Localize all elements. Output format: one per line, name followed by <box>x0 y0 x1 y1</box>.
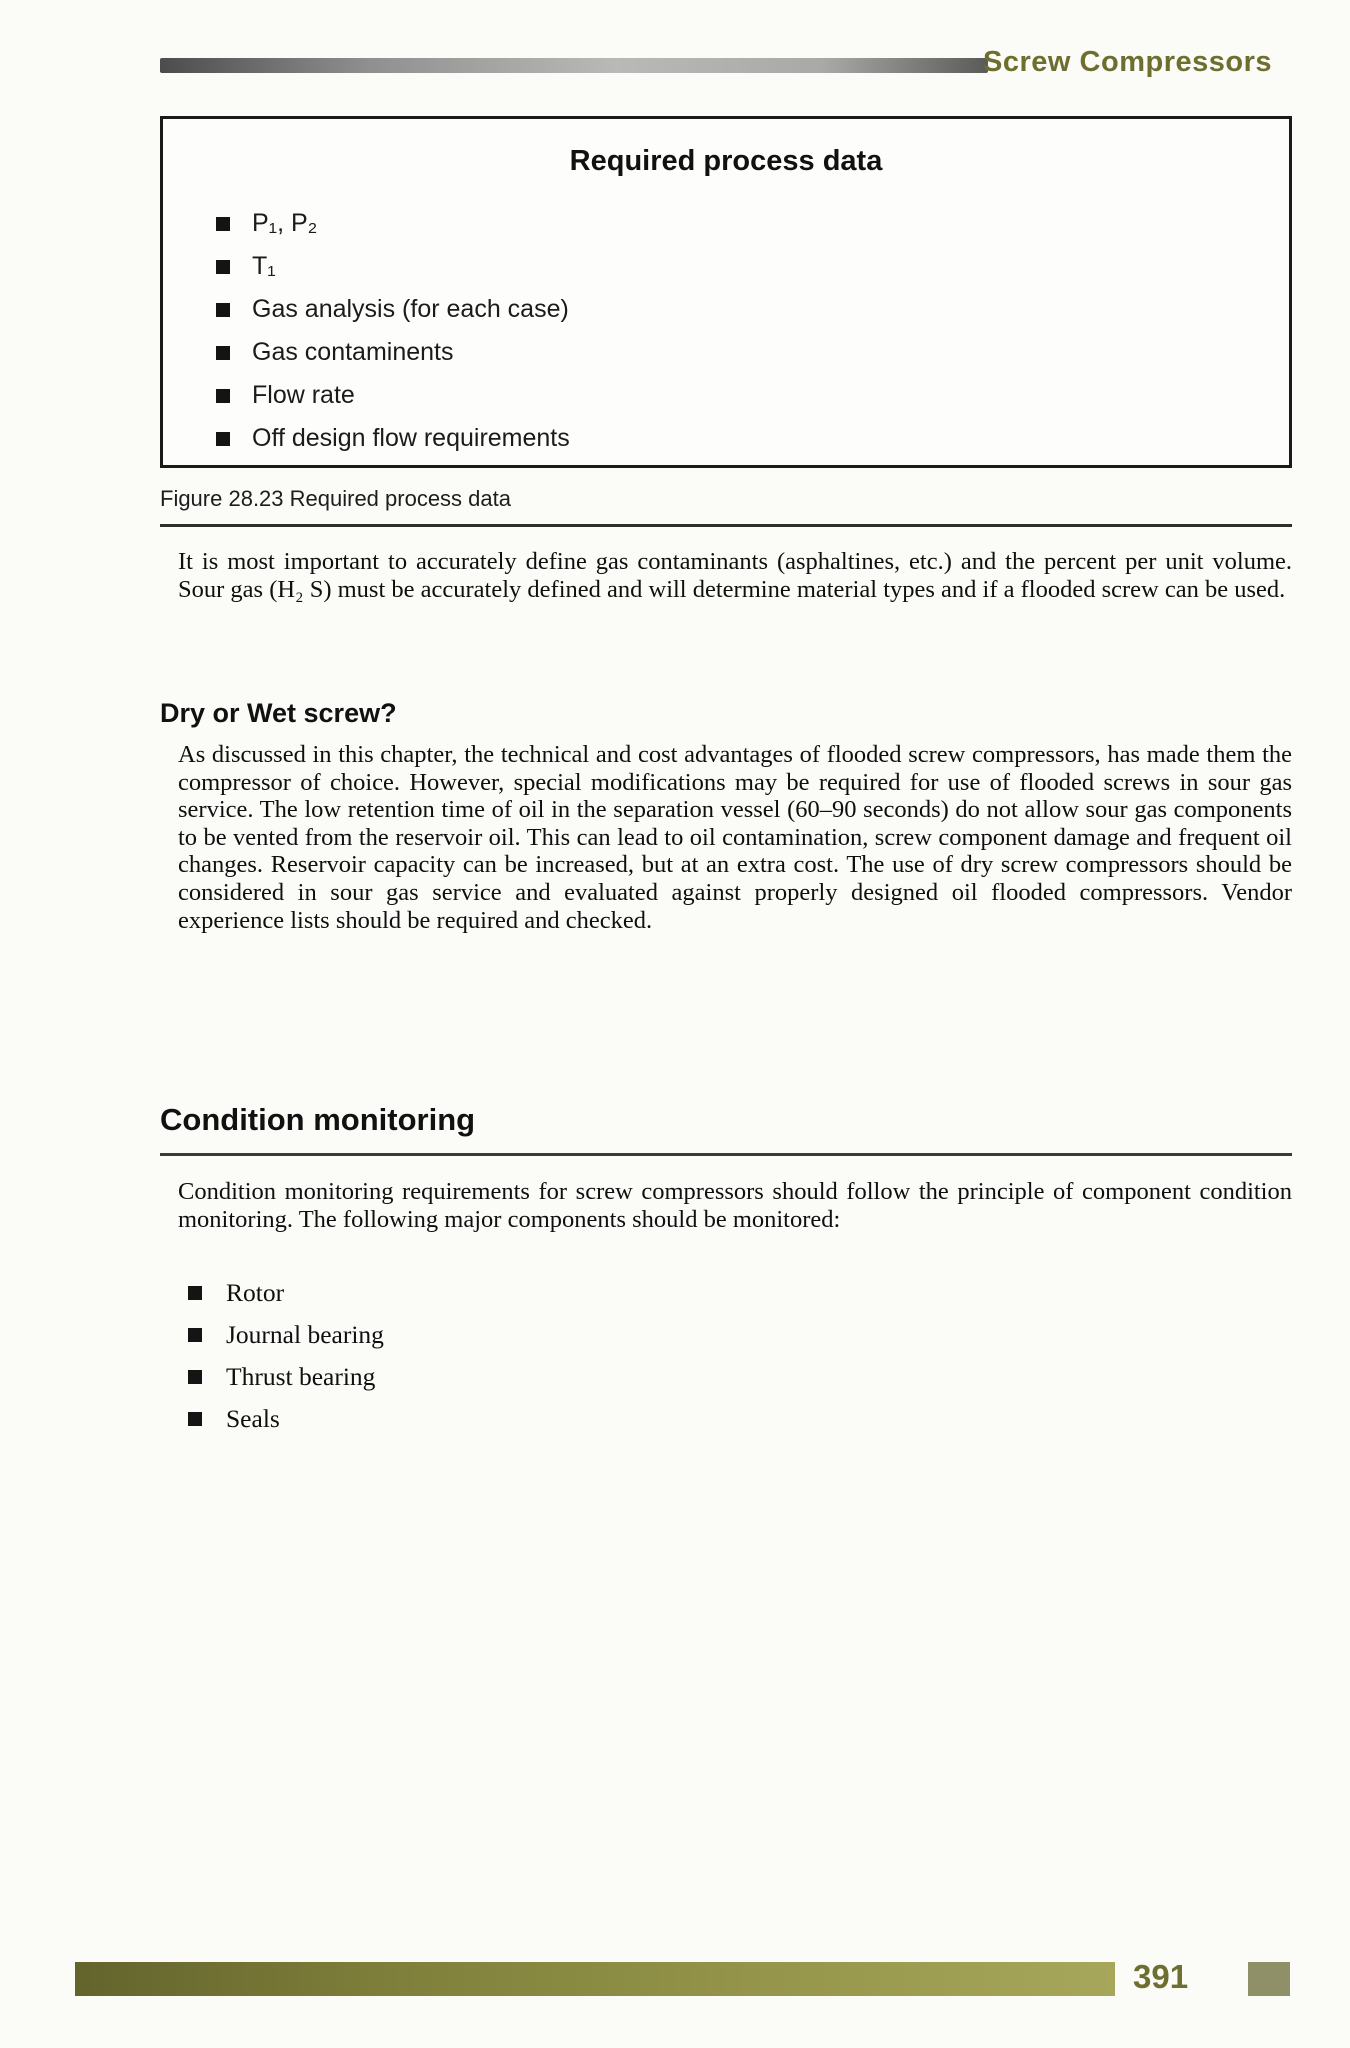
component-list-item-label: Thrust bearing <box>226 1362 376 1391</box>
bullet-square-icon <box>216 432 230 446</box>
bullet-square-icon <box>188 1286 202 1300</box>
component-list-item <box>188 1272 384 1314</box>
header-rule <box>160 58 988 73</box>
paragraph-intro: It is most important to accurately define gas contaminants (asphaltines, etc.) and the percent per unit volume. Sour gas (H₂ S) must be accurately defined and will determine material types and if a flooded screw can be used. <box>178 548 1292 603</box>
paragraph-dry-wet: As discussed in this chapter, the technical and cost advantages of flooded screw compressors, has made them the compressor of choice. However, special modifications may be required for use of flooded screws in sour gas service. The low retention time of oil in the separation vessel (60–90 seconds) do not allow sour gas components to be vented from the reservoir oil. This can lead to oil contamination, screw component damage and frequent oil changes. Reservoir capacity can be increased, but at an extra cost. The use of dry screw compressors should be considered in sour gas service and evaluated against properly designed oil flooded compressors. Vendor experience lists should be required and checked. <box>178 741 1292 934</box>
footer-bar <box>75 1962 1115 1996</box>
paragraph-condition-monitoring: Condition monitoring requirements for screw compressors should follow the principle of component condition monitoring. The following major components should be monitored: <box>178 1178 1292 1233</box>
component-list-item <box>188 1314 384 1356</box>
figure-list-item <box>216 417 1289 460</box>
component-list-item <box>188 1398 384 1440</box>
figure-list-item-label: T₁ <box>252 252 276 280</box>
figure-list-item <box>216 331 1289 374</box>
figure-list-item <box>216 202 1289 245</box>
figure-list-item-label: Flow rate <box>252 381 355 409</box>
figure-list-item <box>216 288 1289 331</box>
footer-corner-square <box>1248 1962 1290 1996</box>
figure-list-item-label: Gas contaminents <box>252 338 454 366</box>
figure-list-item <box>216 374 1289 417</box>
component-list-item-label: Seals <box>226 1404 280 1433</box>
figure-box <box>160 116 1292 468</box>
figure-list <box>216 202 1289 460</box>
bullet-square-icon <box>188 1370 202 1384</box>
running-head: Screw Compressors <box>983 46 1272 78</box>
component-list-item <box>188 1356 384 1398</box>
figure-caption: Figure 28.23 Required process data <box>160 486 1292 527</box>
figure-list-item <box>216 245 1289 288</box>
figure-box-title: Required process data <box>569 145 883 177</box>
bullet-square-icon <box>188 1328 202 1342</box>
component-list-item-label: Rotor <box>226 1278 285 1307</box>
bullet-square-icon <box>216 389 230 403</box>
bullet-square-icon <box>216 346 230 360</box>
figure-list-item-label: Off design flow requirements <box>252 424 570 452</box>
section-heading-condition-monitoring: Condition monitoring <box>160 1102 1292 1156</box>
component-list-item-label: Journal bearing <box>226 1320 384 1349</box>
bullet-square-icon <box>216 217 230 231</box>
figure-list-item-label: Gas analysis (for each case) <box>252 295 569 323</box>
section-heading-dry-or-wet-screw: Dry or Wet screw? <box>160 698 397 728</box>
figure-list-item-label: P₁, P₂ <box>252 209 318 237</box>
bullet-square-icon <box>216 260 230 274</box>
bullet-square-icon <box>188 1412 202 1426</box>
page-number: 391 <box>1133 1958 1189 1995</box>
bullet-square-icon <box>216 303 230 317</box>
component-list <box>188 1272 384 1440</box>
